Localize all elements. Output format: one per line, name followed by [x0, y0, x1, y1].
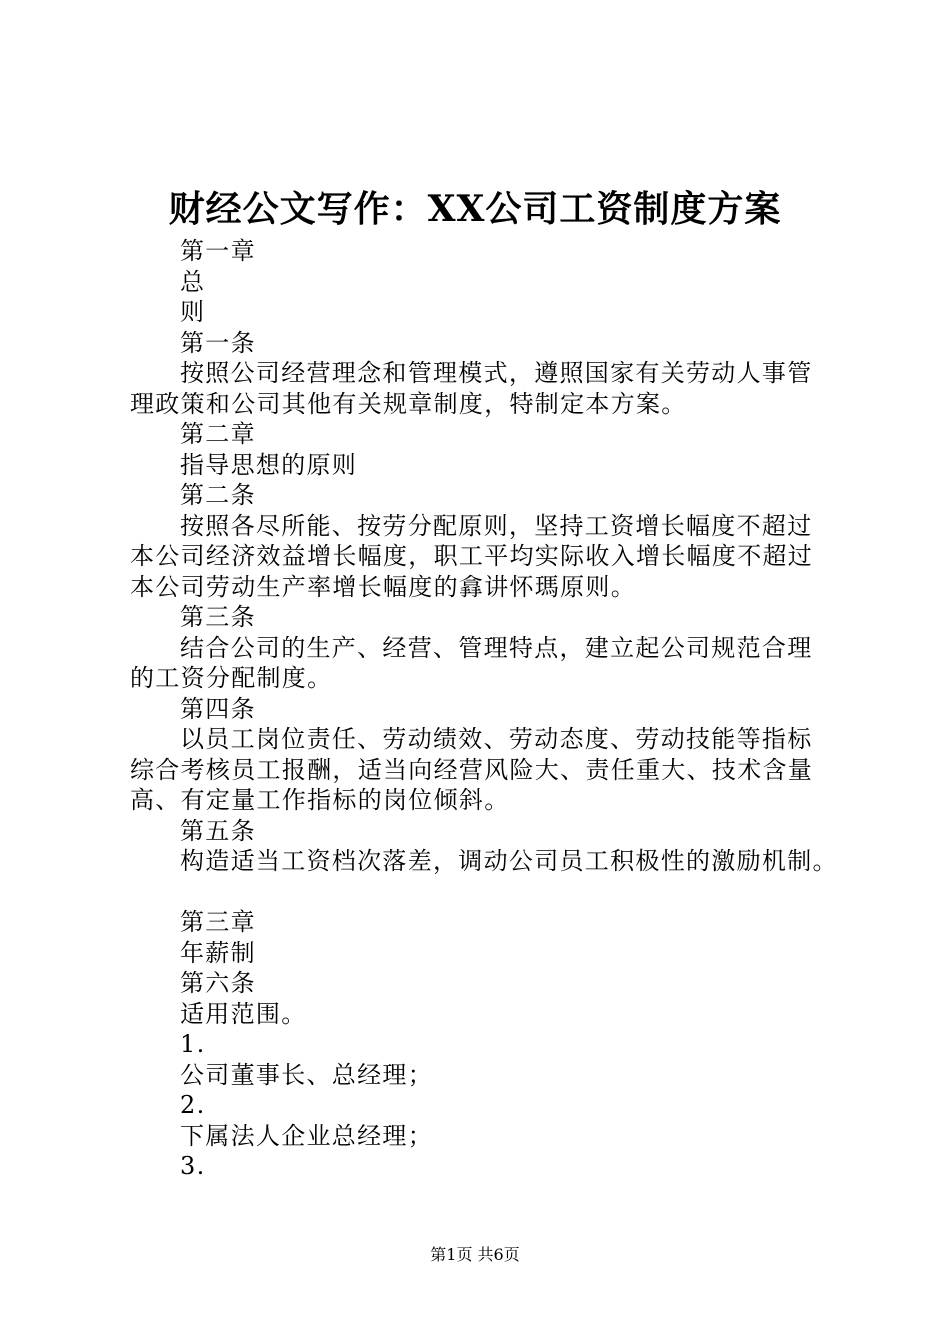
text-line: 本公司经济效益增长幅度，职工平均实际收入增长幅度不超过 [130, 542, 814, 570]
text-line: 总 [180, 267, 206, 296]
text-line: 第一章 [180, 237, 256, 265]
text-line: 第二章 [180, 420, 256, 448]
text-line: 结合公司的生产、经营、管理特点，建立起公司规范合理 [180, 633, 813, 662]
text-line: 则 [180, 298, 206, 326]
page-footer: 第1页 共6页 [430, 1245, 520, 1264]
text-line: 按照各尽所能、按劳分配原则，坚持工资增长幅度不超过 [180, 511, 813, 540]
text-line: 下属法人企业总经理； [180, 1121, 433, 1150]
text-line: 的工资分配制度。 [130, 664, 333, 692]
document-body [130, 236, 850, 1182]
text-line: 按照公司经营理念和管理模式，遵照国家有关劳动人事管 [180, 359, 813, 387]
text-line: 构造适当工资档次落差，调动公司员工积极性的激励机制。 [180, 847, 838, 875]
text-line: 第六条 [180, 969, 256, 997]
text-line: 高、有定量工作指标的岗位倾斜。 [130, 786, 510, 814]
text-line: 综合考核员工报酬，适当向经营风险大、责任重大、技术含量 [130, 755, 814, 784]
text-line: 公司董事长、总经理； [180, 1060, 433, 1089]
text-line: 第一条 [180, 328, 256, 357]
text-line: 适用范围。 [180, 999, 307, 1028]
blank-line [130, 877, 850, 908]
text-line: 指导思想的原则 [180, 450, 358, 479]
text-line: 2. [180, 1091, 206, 1119]
text-line: 年薪制 [180, 938, 256, 967]
text-line: 第二条 [180, 481, 256, 509]
text-line: 3. [180, 1152, 206, 1180]
text-line: 第三章 [180, 908, 256, 936]
text-line: 第五条 [180, 816, 256, 845]
text-line: 理政策和公司其他有关规章制度，特制定本方案。 [130, 389, 687, 418]
text-line: 第四条 [180, 694, 256, 723]
text-line: 以员工岗位责任、劳动绩效、劳动态度、劳动技能等指标 [180, 725, 813, 753]
text-line: 第三条 [180, 603, 256, 631]
text-line: 本公司劳动生产率增长幅度的搻讲怀瑪原则。 [130, 572, 636, 601]
document-title: 财经公文写作：XX公司工资制度方案 [168, 188, 782, 230]
text-line: 1. [180, 1030, 206, 1058]
